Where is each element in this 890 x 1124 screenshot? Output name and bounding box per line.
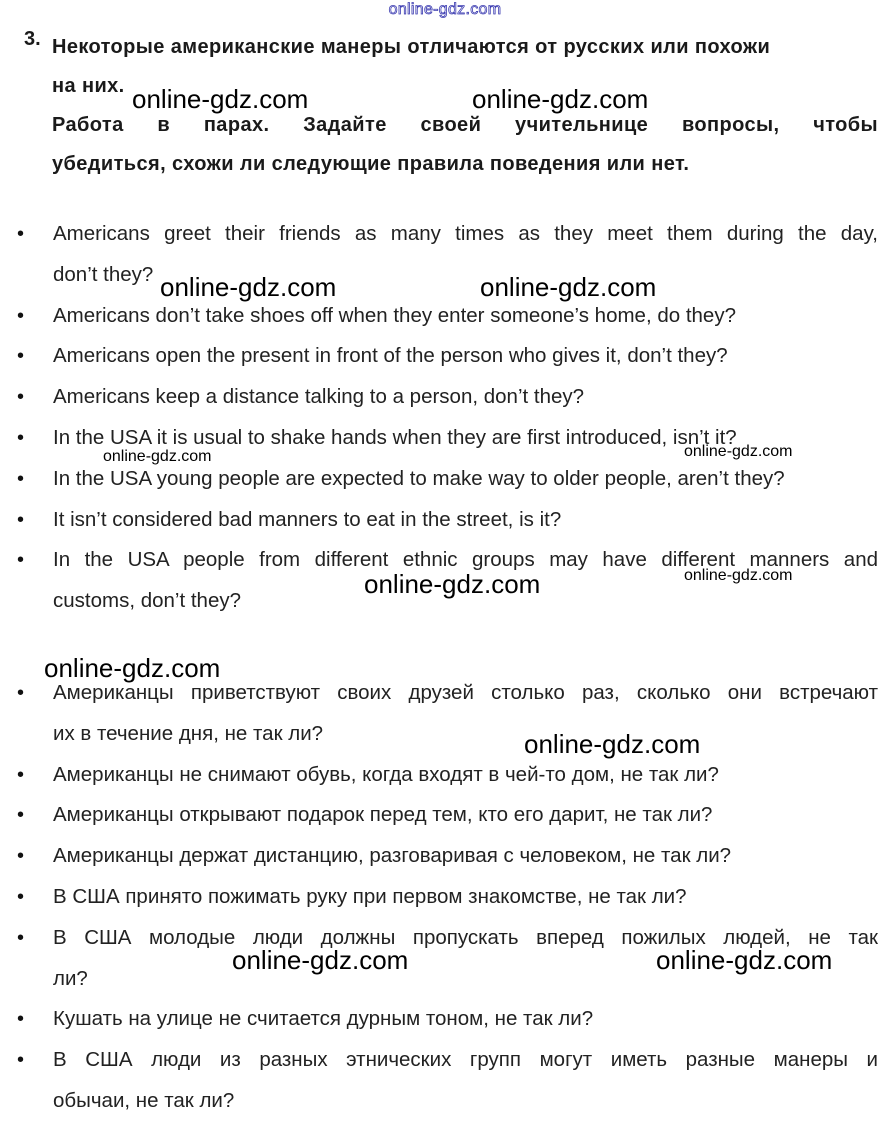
watermark: online-gdz.com (160, 272, 337, 302)
list-item (14, 877, 878, 918)
list-item (14, 673, 878, 755)
item-text-line: Американцы не снимают обувь, когда входят в чей-то дом, не так ли? (53, 762, 719, 786)
bullet-icon: • (17, 1008, 25, 1031)
bullet-icon: • (17, 223, 25, 245)
bullet-icon: • (17, 467, 25, 490)
list-item (14, 214, 878, 296)
task-instruction-line: Работа в парах. Задайте своей учительнице вопросы, чтобы (52, 114, 878, 136)
bullet-icon: • (17, 345, 25, 368)
item-text-line: don’t they? (53, 262, 154, 286)
task-title-line: на них. (52, 75, 125, 97)
watermark: online-gdz.com (232, 945, 409, 975)
list-item (14, 500, 878, 541)
item-text-line: Кушать на улице не считается дурным тоном, не так ли? (53, 1007, 594, 1031)
bullet-icon: • (17, 426, 25, 449)
bullet-icon: • (17, 885, 25, 908)
watermark: online-gdz.com (472, 84, 649, 114)
list-item (14, 755, 878, 796)
bullet-icon: • (17, 386, 25, 409)
item-text-line: обычаи, не так ли? (53, 1088, 235, 1112)
list-item (14, 336, 878, 377)
watermark: online-gdz.com (364, 569, 541, 599)
site-header-watermark: online-gdz.com (388, 1, 502, 18)
item-text-line: Americans open the present in front of the person who gives it, don’t they? (53, 344, 728, 368)
watermark: online-gdz.com (524, 729, 701, 759)
item-text-line: Американцы открывают подарок перед тем, кто его дарит, не так ли? (53, 803, 713, 827)
watermark: online-gdz.com (656, 945, 833, 975)
item-text-line: В США люди из разных этнических групп могут иметь разные манеры и (53, 1048, 878, 1072)
english-question-list (14, 214, 878, 622)
bullet-icon: • (17, 304, 25, 327)
list-item (14, 795, 878, 836)
item-text-line: их в течение дня, не так ли? (53, 721, 324, 745)
watermark: online-gdz.com (480, 272, 657, 302)
list-item (14, 377, 878, 418)
task-title-line: Некоторые американские манеры отличаются от русских или похожи (52, 36, 771, 58)
item-text-line: Американцы приветствуют своих друзей столько раз, сколько они встречают (53, 681, 878, 704)
item-text-line: ли? (53, 966, 88, 990)
list-item (14, 836, 878, 877)
task-number: 3. (24, 28, 41, 50)
item-text-line: В США молодые люди должны пропускать вперед пожилых людей, не так (53, 925, 878, 949)
watermark: online-gdz.com (44, 653, 221, 683)
list-item (14, 999, 878, 1040)
bullet-icon: • (17, 1049, 25, 1072)
watermark: online-gdz.com (684, 567, 793, 584)
item-text-line: It isn’t considered bad manners to eat in the street, is it? (53, 507, 562, 531)
watermark: online-gdz.com (103, 448, 212, 465)
watermark: online-gdz.com (684, 443, 793, 460)
bullet-icon: • (17, 549, 25, 572)
bullet-icon: • (17, 804, 25, 827)
item-text-line: In the USA young people are expected to make way to older people, aren’t they? (53, 466, 785, 490)
task-instruction-line: убедиться, схожи ли следующие правила поведения или нет. (52, 153, 690, 175)
item-text-line: Americans don’t take shoes off when they enter someone’s home, do they? (53, 303, 736, 327)
russian-translation-list (14, 673, 878, 1122)
item-text-line: Americans keep a distance talking to a person, don’t they? (53, 385, 585, 409)
bullet-icon: • (17, 763, 25, 786)
item-text-line: Американцы держат дистанцию, разговаривая с человеком, не так ли? (53, 844, 732, 868)
watermark: online-gdz.com (132, 84, 309, 114)
bullet-icon: • (17, 682, 25, 704)
list-item (14, 296, 878, 337)
item-text-line: Americans greet their friends as many times as they meet them during the day, (53, 222, 878, 245)
item-text-line: customs, don’t they? (53, 589, 242, 613)
item-text-line: In the USA people from different ethnic groups may have different manners and (53, 548, 878, 572)
bullet-icon: • (17, 845, 25, 868)
item-text-line: В США принято пожимать руку при первом знакомстве, не так ли? (53, 884, 687, 908)
item-text-line: In the USA it is usual to shake hands when they are first introduced, isn’t it? (53, 425, 737, 449)
bullet-icon: • (17, 508, 25, 531)
bullet-icon: • (17, 926, 25, 949)
list-item (14, 1040, 878, 1122)
